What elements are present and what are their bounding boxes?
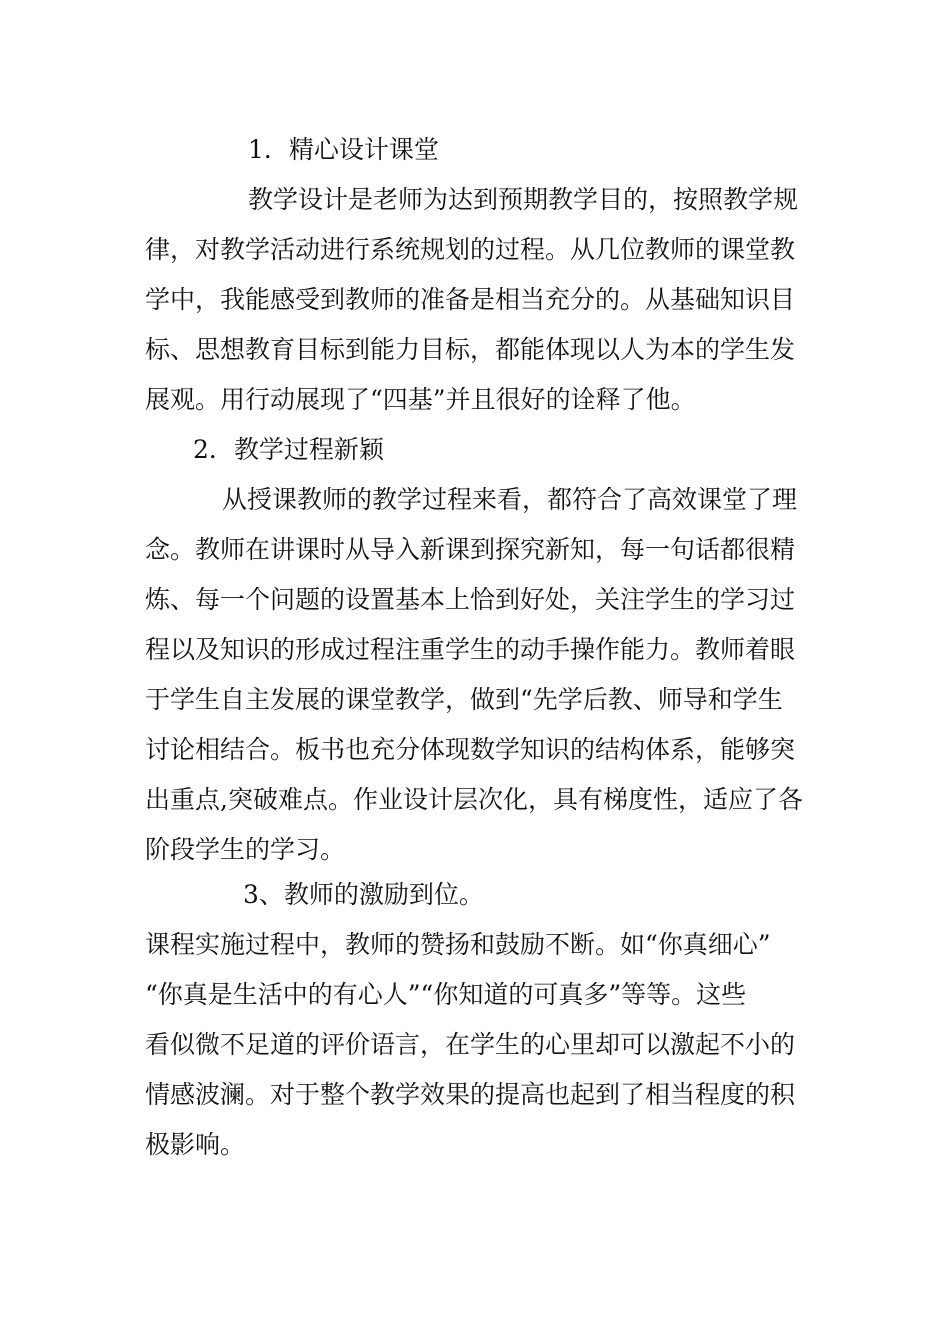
paragraph-line: 标、思想教育目标到能力目标，都能体现以人为本的学生发: [145, 335, 796, 364]
paragraph-line: 念。教师在讲课时从导入新课到探究新知，每一句话都很精: [145, 535, 796, 564]
paragraph-line: 讨论相结合。板书也充分体现数学知识的结构体系，能够突: [145, 735, 796, 764]
paragraph-line: 情感波澜。对于整个教学效果的提高也起到了相当程度的积: [145, 1080, 796, 1109]
paragraph-line: 展观。用行动展现了“四基”并且很好的诠释了他。: [145, 385, 696, 414]
paragraph-line: 出重点,突破难点。作业设计层次化，具有梯度性，适应了各: [145, 785, 803, 814]
section-heading-1: 1．精心设计课堂: [248, 135, 439, 164]
paragraph-line: 炼、每一个问题的设置基本上恰到好处，关注学生的学习过: [145, 585, 796, 614]
paragraph-line: 从授课教师的教学过程来看，都符合了高效课堂了理: [222, 485, 798, 514]
paragraph-line: 于学生自主发展的课堂教学，做到“先学后教、师导和学生: [145, 685, 783, 714]
section-heading-3: 3、教师的激励到位。: [243, 880, 484, 909]
section-heading-2: 2．教学过程新颖: [193, 435, 384, 464]
paragraph-line: 学中，我能感受到教师的准备是相当充分的。从基础知识目: [145, 285, 796, 314]
paragraph-line: “你真是生活中的有心人”“你知道的可真多”等等。这些: [145, 980, 747, 1009]
paragraph-line: 阶段学生的学习。: [145, 835, 346, 864]
paragraph-line: 程以及知识的形成过程注重学生的动手操作能力。教师着眼: [145, 635, 796, 664]
paragraph-line: 看似微不足道的评价语言，在学生的心里却可以激起不小的: [145, 1030, 796, 1059]
paragraph-line: 律，对教学活动进行系统规划的过程。从几位教师的课堂教: [145, 235, 796, 264]
paragraph-line: 课程实施过程中，教师的赞扬和鼓励不断。如“你真细心”: [145, 930, 771, 959]
paragraph-line: 教学设计是老师为达到预期教学目的，按照教学规: [248, 185, 799, 214]
paragraph-line: 极影响。: [145, 1130, 246, 1159]
